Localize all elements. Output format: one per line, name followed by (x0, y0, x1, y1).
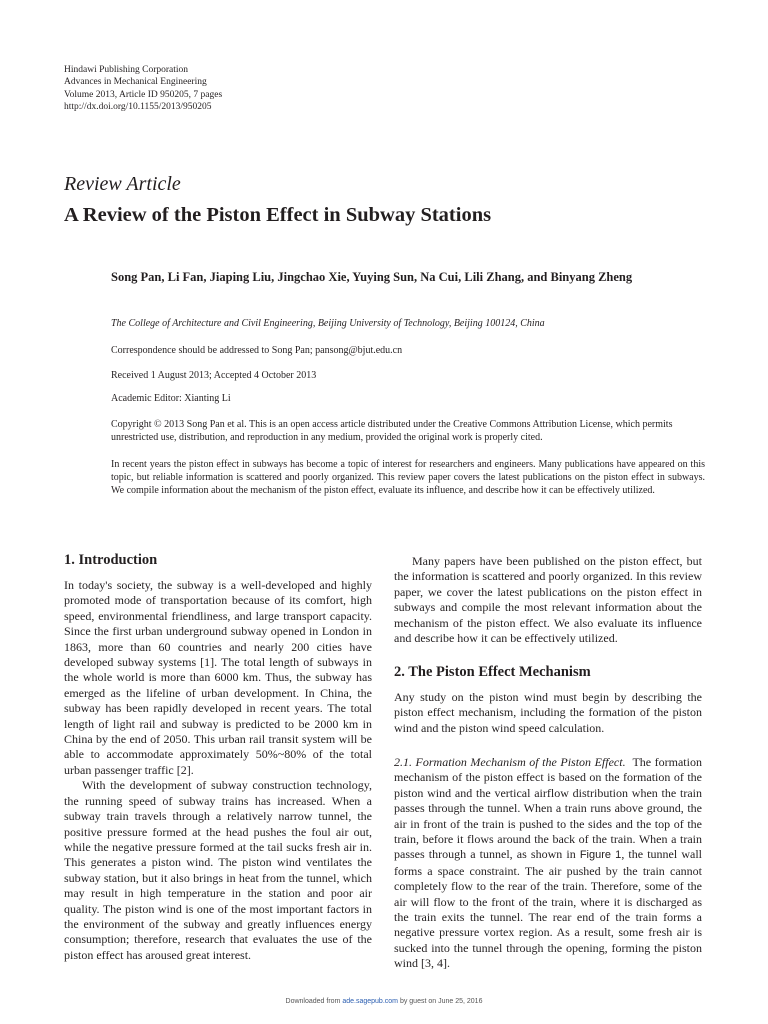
journal-name: Advances in Mechanical Engineering (64, 77, 207, 88)
figure-reference-link[interactable]: Figure 1 (579, 849, 622, 862)
abstract: In recent years the piston effect in subways has become a topic of interest for researchers and engineers. Many publications have appeared on this topic, but reliable information is scattered and poorly organized. This review paper covers the latest publications on the piston effect in subways. We compile information about the mechanism of the piston effect, evaluate its influence, and describe how it can be effectively utilized. (111, 459, 705, 496)
paragraph: Any study on the piston wind must begin by describing the piston effect mechanism, including the formation of the piston wind and the piston wind speed calculation. (394, 690, 702, 735)
section-heading-mechanism: 2. The Piston Effect Mechanism (394, 664, 591, 680)
affiliation: The College of Architecture and Civil Engineering, Beijing University of Technology, Beijing 100124, China (111, 318, 545, 329)
volume-info: Volume 2013, Article ID 950205, 7 pages (64, 89, 223, 100)
right-column-mechanism (394, 690, 702, 736)
author-list: Song Pan, Li Fan, Jiaping Liu, Jingchao Xie, Yuying Sun, Na Cui, Lili Zhang, and Binyang Zheng (111, 270, 633, 284)
paragraph: In today's society, the subway is a well-developed and highly promoted mode of transportation because of its comfort, high speed, environmental friendliness, and large transport capacity. Since the first urban underground subway opened in London in 1863, more than 60 countries and nearly 200 cities have developed subway systems [1]. The total length of subways in the whole world is more than 6000 km. Thus, the subway has emerged as the lifeline of urban development. In China, the subway has been rapidly developed in recent years. The total length of light rail and subway is predicted to be 2000 km in China by the end of 2050. This urban rail transit system will be able to accommodate approximately 50%~80% of the total urban passenger traffic [2]. (64, 578, 372, 777)
academic-editor: Academic Editor: Xianting Li (111, 393, 231, 404)
subsection-heading: 2.1. Formation Mechanism of the Piston Effect. (394, 755, 626, 769)
received-dates: Received 1 August 2013; Accepted 4 October 2013 (111, 370, 317, 381)
footer-prefix: Downloaded from (285, 998, 341, 1005)
left-column (64, 578, 372, 963)
correspondence: Correspondence should be addressed to Song Pan; pansong@bjut.edu.cn (111, 345, 403, 356)
journal-header (64, 64, 222, 114)
right-column-subsection (394, 755, 702, 972)
doi-link[interactable]: http://dx.doi.org/10.1155/2013/950205 (64, 102, 212, 113)
download-footer (0, 998, 768, 1005)
paragraph-text: , the tunnel wall forms a space constraint. The air pushed by the train cannot completely flow to the rear of the train. Therefore, some of the air will flow to the front of the train, where it is discharged as the train exits the tunnel. The rear end of the train forms a negative pressure vortex region. As a result, some fresh air is sucked into the tunnel through the opening, forming the piston wind [3, 4]. (394, 847, 702, 971)
paragraph: With the development of subway construction technology, the running speed of subway trains has increased. When a subway train travels through a relatively narrow tunnel, the positive pressure formed at the head pushes the foul air out, while the negative pressure formed at the tail sucks fresh air in. This generates a piston wind. The piston wind ventilates the subway station, but it also brings in heat from the tunnel, which may result in high temperature in the station and poor air quality. The piston wind is one of the most important factors in the environment of the subway and greatly influences energy consumption; therefore, research that evaluates the use of the piston effect has aroused great interest. (64, 778, 372, 962)
publisher: Hindawi Publishing Corporation (64, 65, 189, 75)
article-type: Review Article (64, 173, 181, 195)
copyright-notice: Copyright © 2013 Song Pan et al. This is an open access article distributed under the Creative Commons Attribution License, which permits unrestricted use, distribution, and reproduction in any medium, provided the original work is properly cited. (111, 419, 673, 443)
footer-link[interactable]: ade.sagepub.com (342, 998, 398, 1005)
footer-suffix: by guest on June 25, 2016 (399, 998, 483, 1005)
paragraph: Many papers have been published on the piston effect, but the information is scattered and poorly organized. In this review paper, we cover the latest publications on the piston effect in subways and compile the most relevant information about the mechanism of the piston effect. We also evaluate its influence and describe how it can be effectively utilized. (394, 554, 702, 646)
article-title: A Review of the Piston Effect in Subway Stations (64, 204, 492, 226)
paragraph-text: The formation mechanism of the piston effect is based on the formation of the piston wind and the vertical airflow distribution when the train passes through the tunnel. When a train runs above ground, the air in front of the train is pushed to the sides and the top of the train, before it flows around the back of the train. When a train passes through a tunnel, as shown in (394, 755, 702, 862)
right-column-top (394, 554, 702, 646)
section-heading-introduction: 1. Introduction (64, 552, 158, 568)
